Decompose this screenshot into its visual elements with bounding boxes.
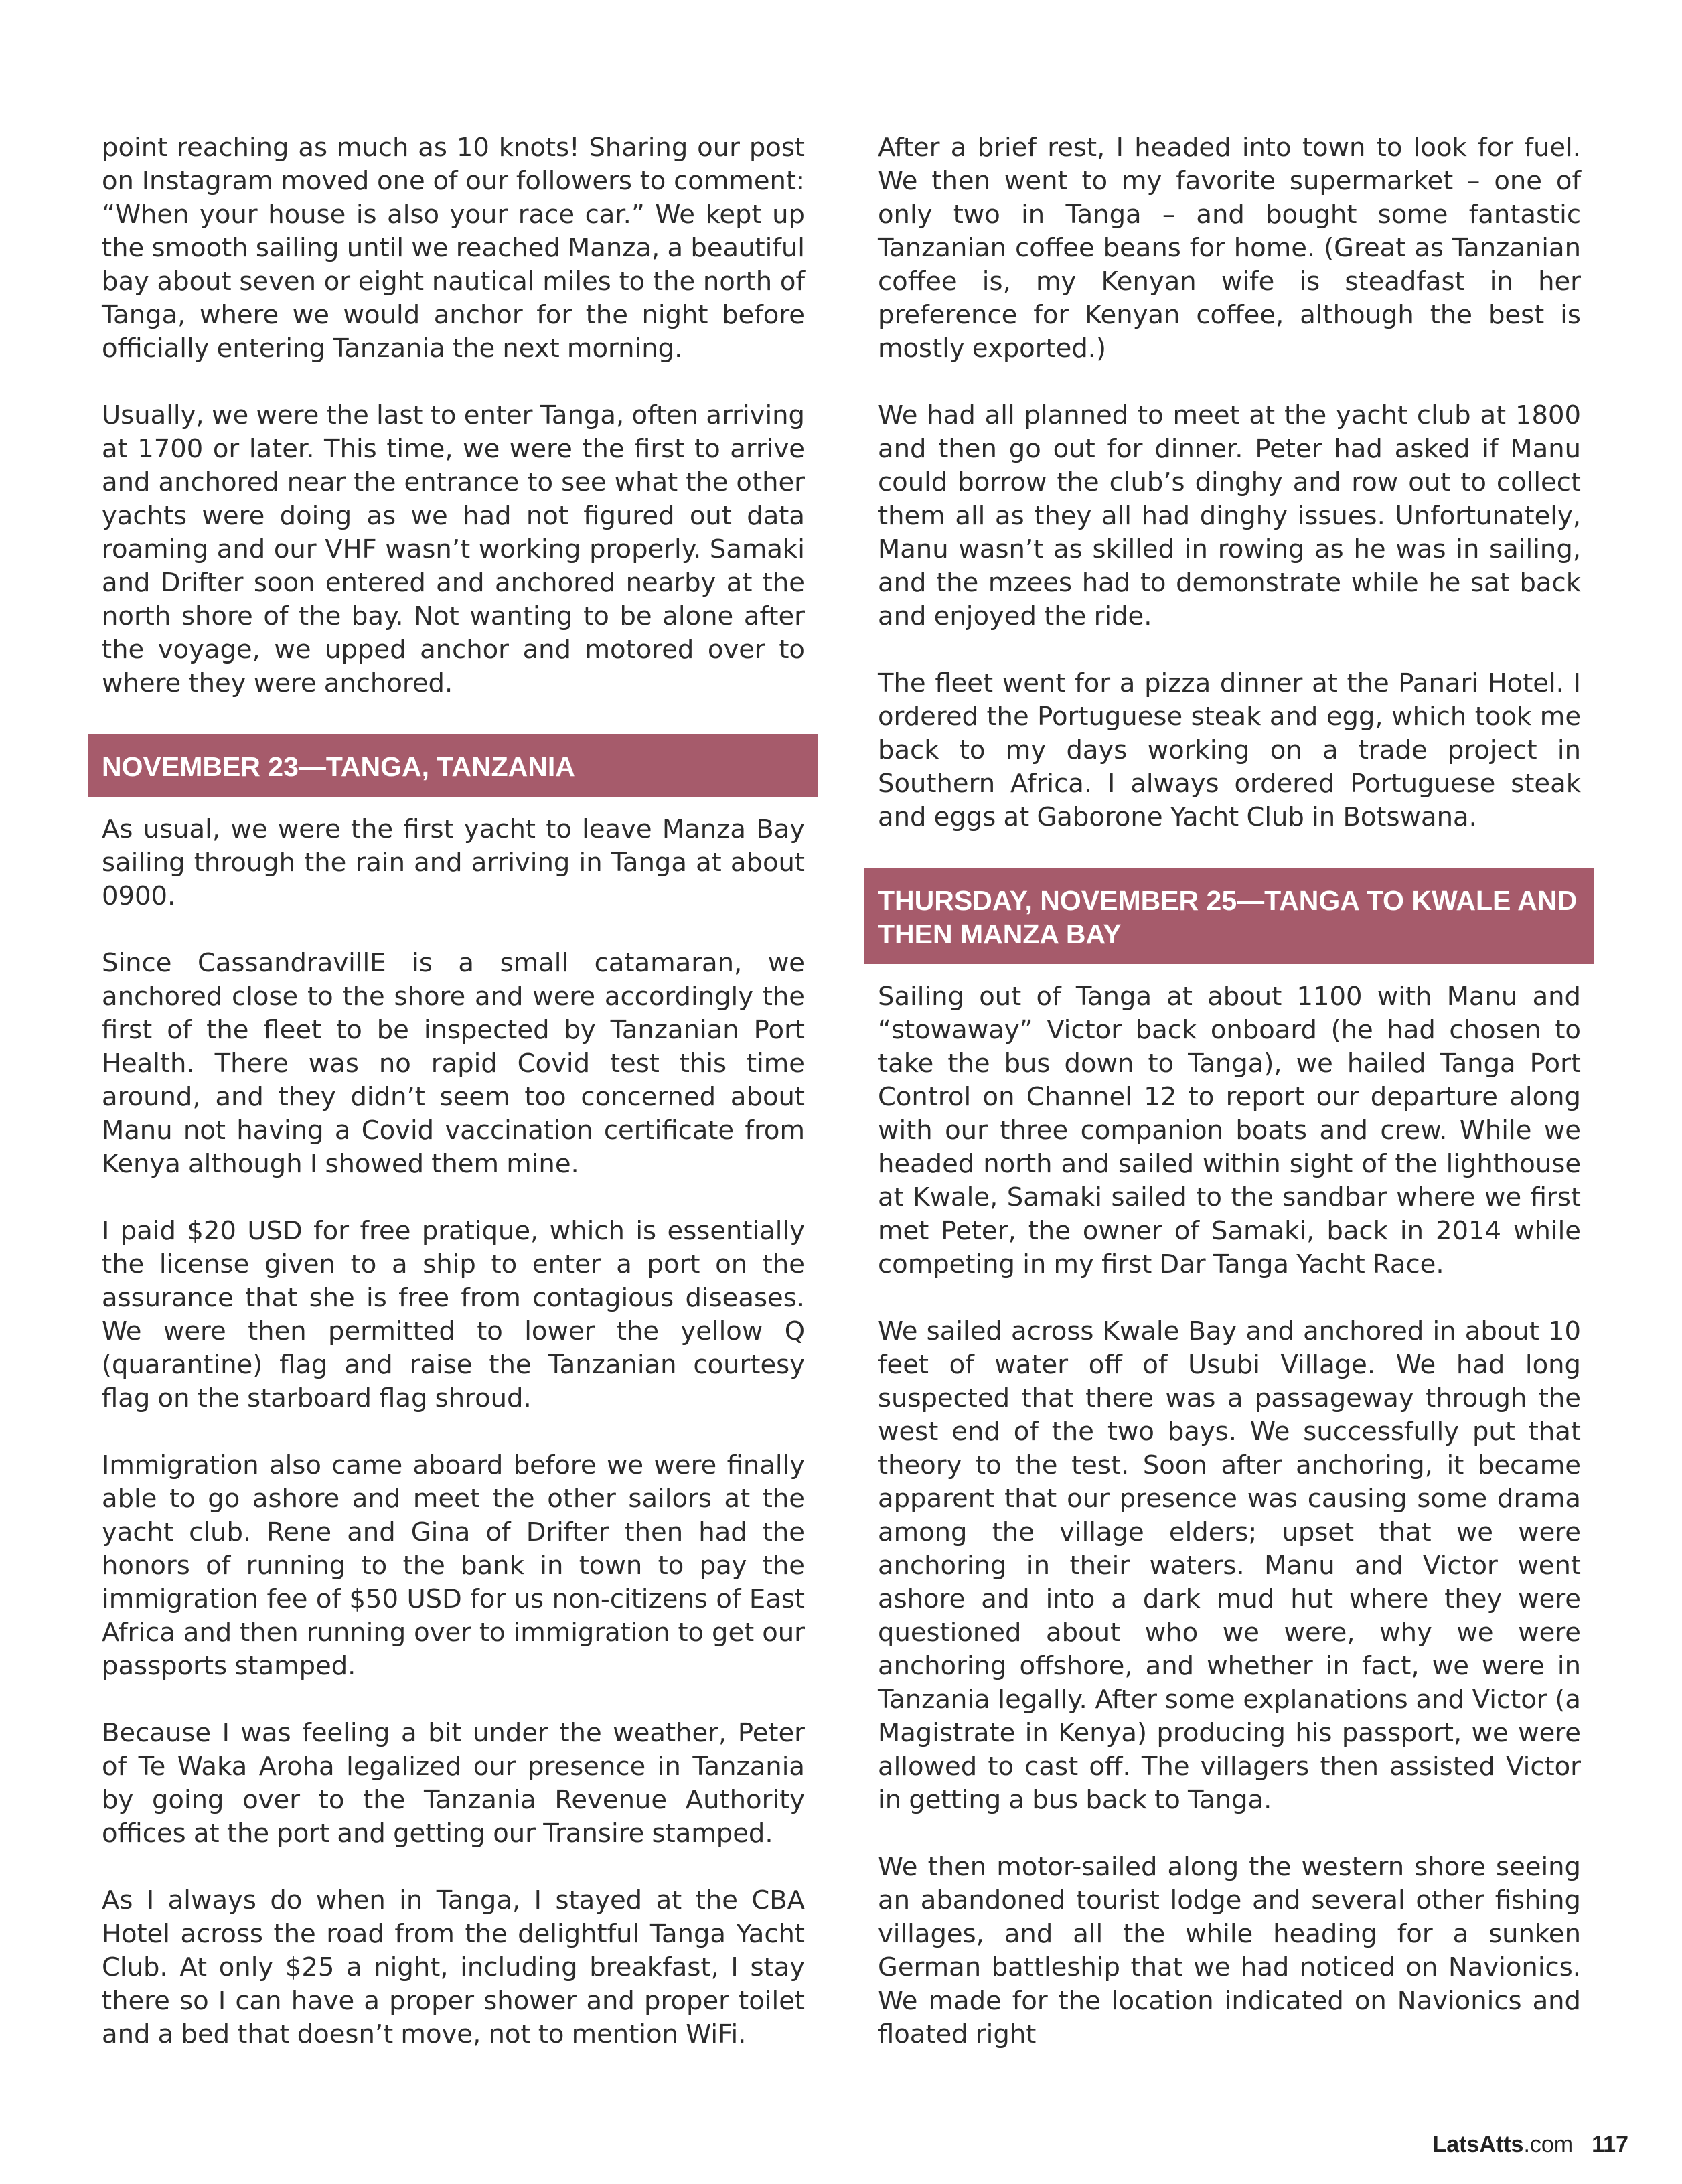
paragraph: Sailing out of Tanga at about 1100 with Manu and “stowaway” Victor back onboard (he had chosen to take the bus down to Tanga), we hailed Tanga Port Control on Channel 12 to report our departure along with our three companion boats and crew. While we headed north and sailed within sight of the lighthouse at Kwale, Samaki sailed to the sandbar where we first met Peter, the owner of Samaki, back in 2014 while competing in my first Dar Tanga Yacht Race.	[878, 982, 1581, 1279]
page-number: 117	[1592, 2132, 1628, 2157]
footer-brand: LatsAtts	[1432, 2132, 1524, 2157]
paragraph: Immigration also came aboard before we were finally able to go ashore and meet the other sailors at the yacht club. Rene and Gina of Drifter then had the honors of running to the bank in town to pay the immigration fee of $50 USD for us non-citizens of East Africa and then running over to immigration to get our passports stamped.	[102, 1450, 805, 1681]
paragraph: point reaching as much as 10 knots! Sharing our post on Instagram moved one of our followers to comment: “When your house is also your race car.” We kept up the smooth sailing until we reached Manza, a beautiful bay about seven or eight nautical miles to the north of Tanga, where we would anchor for the night before officially entering Tanzania the next morning.	[102, 133, 805, 364]
paragraph: As usual, we were the first yacht to leave Manza Bay sailing through the rain and arriving in Tanga at about 0900.	[102, 814, 805, 911]
paragraph: Since CassandravillE is a small catamaran, we anchored close to the shore and were accordingly the first of the fleet to be inspected by Tanzanian Port Health. There was no rapid Covid test this time around, and they didn’t seem too concerned about Manu not having a Covid vaccination certificate from Kenya although I showed them mine.	[102, 948, 805, 1179]
paragraph: We had all planned to meet at the yacht club at 1800 and then go out for dinner. Peter had asked if Manu could borrow the club’s dinghy and row out to collect them all as they all had dinghy issues. Unfortunately, Manu wasn’t as skilled in rowing as he was in sailing, and the mzees had to demonstrate while he sat back and enjoyed the ride.	[878, 400, 1581, 631]
paragraph: The fleet went for a pizza dinner at the Panari Hotel. I ordered the Portuguese steak and egg, which took me back to my days working on a trade project in Southern Africa. I always ordered Portuguese steak and eggs at Gaborone Yacht Club in Botswana.	[878, 668, 1581, 832]
paragraph: We sailed across Kwale Bay and anchored in about 10 feet of water off of Usubi Village. We had long suspected that there was a passageway through the west end of the two bays. We successfully put that theory to the test. Soon after anchoring, it became apparent that our presence was causing some drama among the village elders; upset that we were anchoring in their waters. Manu and Victor went ashore and into a dark mud hut where they were questioned about who we were, why we were anchoring offshore, and whether in fact, we were in Tanzania legally. After some explanations and Victor (a Magistrate in Kenya) producing his passport, we were allowed to cast off. The villagers then assisted Victor in getting a bus back to Tanga.	[878, 1316, 1581, 1815]
footer-domain: .com	[1523, 2132, 1574, 2157]
paragraph: Usually, we were the last to enter Tanga, often arriving at 1700 or later. This time, we were the first to arrive and anchored near the entrance to see what the other yachts were doing as we had not figured out data roaming and our VHF wasn’t working properly. Samaki and Drifter soon entered and anchored nearby at the north shore of the bay. Not wanting to be alone after the voyage, we upped anchor and motored over to where they were anchored.	[102, 400, 805, 698]
section-heading: NOVEMBER 23—TANGA, TANZANIA	[88, 734, 818, 797]
right-column	[878, 131, 1581, 2051]
section-heading: THURSDAY, NOVEMBER 25—TANGA TO KWALE AND THEN MANZA BAY	[864, 868, 1594, 964]
page-footer	[1432, 2132, 1628, 2158]
paragraph: After a brief rest, I headed into town to look for fuel. We then went to my favorite supermarket – one of only two in Tanga – and bought some fantastic Tanzanian coffee beans for home. (Great as Tanzanian coffee is, my Kenyan wife is steadfast in her preference for Kenyan coffee, although the best is mostly exported.)	[878, 133, 1581, 364]
paragraph: We then motor-sailed along the western shore seeing an abandoned tourist lodge and several other fishing villages, and all the while heading for a sunken German battleship that we had noticed on Navionics. We made for the location indicated on Navionics and floated right	[878, 1852, 1581, 2049]
paragraph: Because I was feeling a bit under the weather, Peter of Te Waka Aroha legalized our presence in Tanzania by going over to the Tanzania Revenue Authority offices at the port and getting our Transire stamped.	[102, 1718, 805, 1849]
left-column	[102, 131, 805, 2051]
paragraph: I paid $20 USD for free pratique, which is essentially the license given to a ship to enter a port on the assurance that she is free from contagious diseases. We were then permitted to lower the yellow Q (quarantine) flag and raise the Tanzanian courtesy flag on the starboard flag shroud.	[102, 1216, 805, 1413]
paragraph: As I always do when in Tanga, I stayed at the CBA Hotel across the road from the delightful Tanga Yacht Club. At only $25 a night, including breakfast, I stay there so I can have a proper shower and proper toilet and a bed that doesn’t move, not to mention WiFi.	[102, 1885, 805, 2049]
